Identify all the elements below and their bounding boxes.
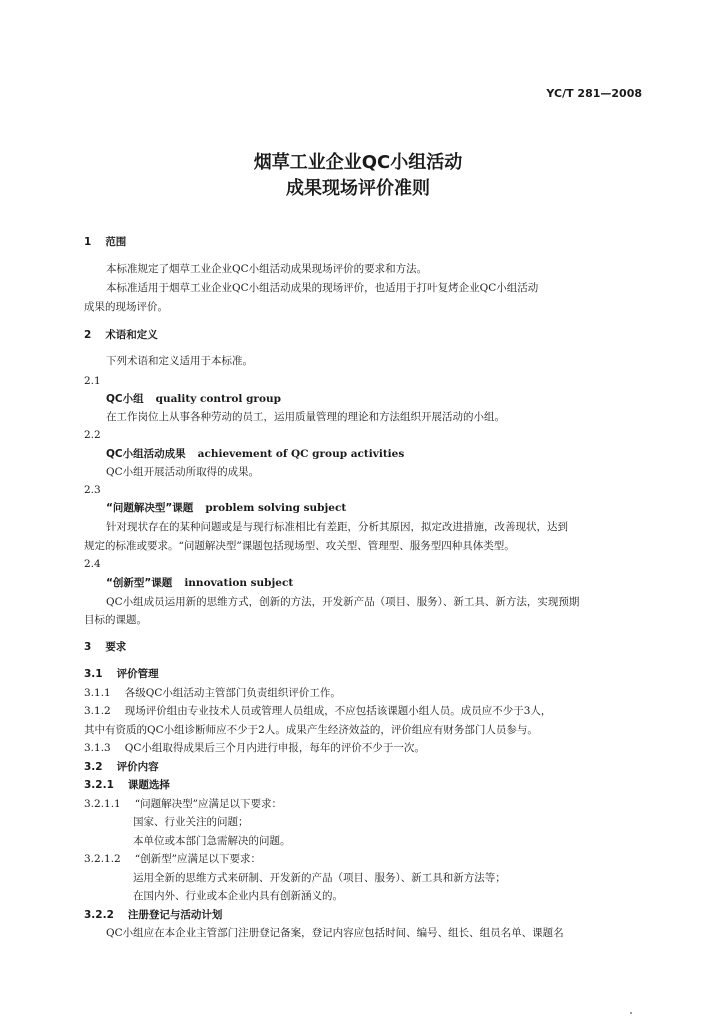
clause-3-1-2-cont: 其中有资质的QC小组诊断师应不少于2人。成果产生经济效益的，评价组应有财务部门人员参与。 bbox=[84, 724, 538, 736]
section-3-2-2-heading: 3.2.2 注册登记与活动计划 bbox=[84, 909, 223, 921]
standard-code: YC/T 281—2008 bbox=[546, 87, 642, 100]
section-3-2-1-heading: 3.2.1 课题选择 bbox=[84, 779, 170, 791]
term-2-2-number: 2.2 bbox=[84, 429, 101, 441]
section-3-1-heading: 3.1 评价管理 bbox=[84, 668, 159, 680]
clause-3-1-3: 3.1.3 QC小组取得成果后三个月内进行申报，每年的评价不少于一次。 bbox=[84, 742, 425, 754]
clause-3-1-1: 3.1.1 各级QC小组活动主管部门负责组织评价工作。 bbox=[84, 687, 341, 699]
clause-3-2-1-2: 3.2.1.2 “创新型”应满足以下要求： bbox=[84, 853, 261, 865]
document-subtitle: 成果现场评价准则 bbox=[286, 178, 430, 199]
section-3-heading: 3 要求 bbox=[84, 641, 127, 653]
term-2-3-definition-cont: 规定的标准或要求。“问题解决型”课题包括现场型、攻关型、管理型、服务型四种具体类型。 bbox=[84, 540, 515, 552]
document-title: 烟草工业企业QC小组活动 bbox=[253, 152, 463, 173]
clause-3-2-1-2-item-1: 运用全新的思维方式来研制、开发新的产品（项目、服务）、新工具和新方法等； bbox=[133, 872, 506, 884]
clause-3-2-1-1-item-1: 国家、行业关注的问题； bbox=[133, 816, 249, 828]
term-2-1-number: 2.1 bbox=[84, 375, 101, 387]
term-2-4-definition: QC小组成员运用新的思维方式，创新的方法，开发新产品（项目、服务）、新工具、新方法，实现预期 bbox=[106, 596, 580, 608]
section-3-2-heading: 3.2 评价内容 bbox=[84, 761, 159, 773]
term-2-4-name: “创新型”课题 innovation subject bbox=[106, 577, 294, 589]
section-1-para-2-cont: 成果的现场评价。 bbox=[84, 301, 168, 313]
scan-speck bbox=[630, 1012, 632, 1014]
term-2-3-definition: 针对现状存在的某种问题或是与现行标准相比有差距，分析其原因，拟定改进措施，改善现状，达到 bbox=[106, 521, 568, 533]
section-2-heading: 2 术语和定义 bbox=[84, 329, 158, 341]
section-1-para-2: 本标准适用于烟草工业企业QC小组活动成果的现场评价，也适用于打叶复烤企业QC小组活动 bbox=[106, 282, 539, 294]
term-2-3-name: “问题解决型”课题 problem solving subject bbox=[106, 502, 347, 514]
clause-3-2-1-1-item-2: 本单位或本部门急需解决的问题。 bbox=[133, 835, 291, 847]
term-2-4-definition-cont: 目标的课题。 bbox=[84, 614, 147, 626]
clause-3-2-2-text: QC小组应在本企业主管部门注册登记备案，登记内容应包括时间、编号、组长、组员名单、课题名 bbox=[106, 927, 564, 939]
term-2-2-definition: QC小组开展活动所取得的成果。 bbox=[106, 466, 260, 478]
term-2-1-name: QC小组 quality control group bbox=[106, 393, 281, 405]
clause-3-1-2: 3.1.2 现场评价组由专业技术人员或管理人员组成，不应包括该课题小组人员。成员应不少于3人， bbox=[84, 705, 552, 717]
term-2-4-number: 2.4 bbox=[84, 558, 101, 570]
term-2-3-number: 2.3 bbox=[84, 484, 101, 496]
section-1-heading: 1 范围 bbox=[84, 236, 127, 248]
term-2-1-definition: 在工作岗位上从事各种劳动的员工，运用质量管理的理论和方法组织开展活动的小组。 bbox=[106, 411, 505, 423]
clause-3-2-1-2-item-2: 在国内外、行业或本企业内具有创新涵义的。 bbox=[133, 890, 343, 902]
section-2-intro: 下列术语和定义适用于本标准。 bbox=[106, 355, 253, 367]
term-2-2-name: QC小组活动成果 achievement of QC group activities bbox=[106, 448, 405, 460]
clause-3-2-1-1: 3.2.1.1 “问题解决型”应满足以下要求： bbox=[84, 798, 282, 810]
section-1-para-1: 本标准规定了烟草工业企业QC小组活动成果现场评价的要求和方法。 bbox=[106, 263, 428, 275]
